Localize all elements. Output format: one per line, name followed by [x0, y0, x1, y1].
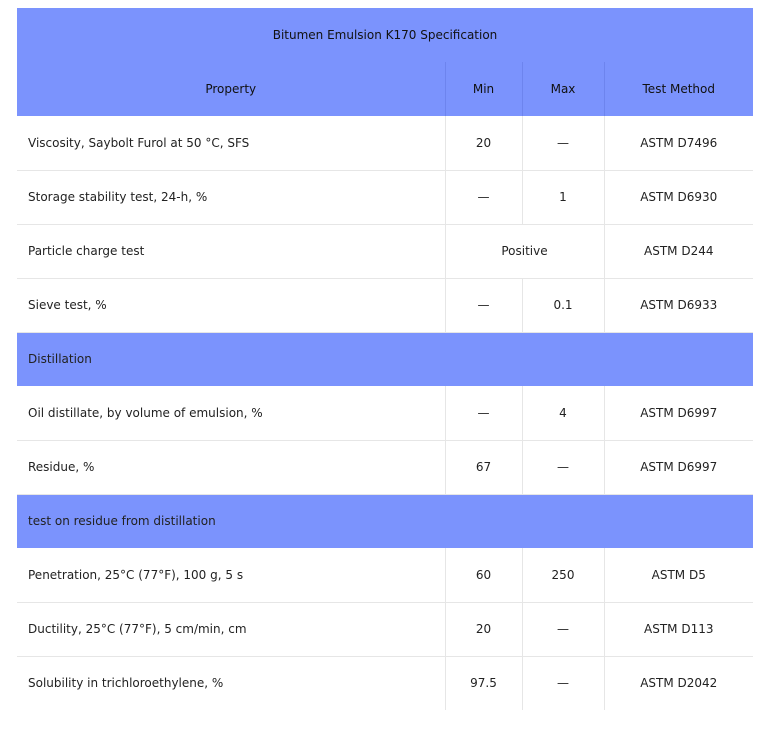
section-label: Distillation [17, 332, 753, 386]
table-row [17, 170, 753, 224]
min-cell: 20 [445, 602, 522, 656]
max-cell: — [522, 440, 604, 494]
method-cell: ASTM D113 [604, 602, 753, 656]
method-cell: ASTM D5 [604, 548, 753, 602]
property-cell: Sieve test, % [17, 278, 445, 332]
property-cell: Penetration, 25°C (77°F), 100 g, 5 s [17, 548, 445, 602]
method-cell: ASTM D6997 [604, 386, 753, 440]
min-cell: — [445, 386, 522, 440]
max-cell: — [522, 116, 604, 170]
method-cell: ASTM D6930 [604, 170, 753, 224]
section-label: test on residue from distillation [17, 494, 753, 548]
header-min: Min [445, 62, 522, 116]
header-test-method: Test Method [604, 62, 753, 116]
property-cell: Oil distillate, by volume of emulsion, % [17, 386, 445, 440]
max-cell: 250 [522, 548, 604, 602]
max-cell: — [522, 602, 604, 656]
property-cell: Ductility, 25°C (77°F), 5 cm/min, cm [17, 602, 445, 656]
table-row [17, 440, 753, 494]
table-row [17, 548, 753, 602]
min-cell: 20 [445, 116, 522, 170]
method-cell: ASTM D244 [604, 224, 753, 278]
min-cell: 67 [445, 440, 522, 494]
method-cell: ASTM D2042 [604, 656, 753, 710]
min-cell: 97.5 [445, 656, 522, 710]
table-row [17, 224, 753, 278]
table-row [17, 116, 753, 170]
table-title: Bitumen Emulsion K170 Specification [17, 8, 753, 62]
min-cell: 60 [445, 548, 522, 602]
value-cell: Positive [445, 224, 604, 278]
header-property: Property [17, 62, 445, 116]
min-cell: — [445, 278, 522, 332]
max-cell: — [522, 656, 604, 710]
section-row-distillation [17, 332, 753, 386]
table-row [17, 278, 753, 332]
property-cell: Residue, % [17, 440, 445, 494]
property-cell: Particle charge test [17, 224, 445, 278]
min-cell: — [445, 170, 522, 224]
method-cell: ASTM D7496 [604, 116, 753, 170]
property-cell: Storage stability test, 24-h, % [17, 170, 445, 224]
column-header-row [17, 62, 753, 116]
max-cell: 0.1 [522, 278, 604, 332]
section-row-residue [17, 494, 753, 548]
table-row [17, 386, 753, 440]
specification-table [17, 8, 753, 710]
table-row [17, 656, 753, 710]
table-row [17, 602, 753, 656]
max-cell: 1 [522, 170, 604, 224]
header-max: Max [522, 62, 604, 116]
property-cell: Viscosity, Saybolt Furol at 50 °C, SFS [17, 116, 445, 170]
table-title-row [17, 8, 753, 62]
max-cell: 4 [522, 386, 604, 440]
method-cell: ASTM D6933 [604, 278, 753, 332]
method-cell: ASTM D6997 [604, 440, 753, 494]
property-cell: Solubility in trichloroethylene, % [28, 676, 224, 691]
